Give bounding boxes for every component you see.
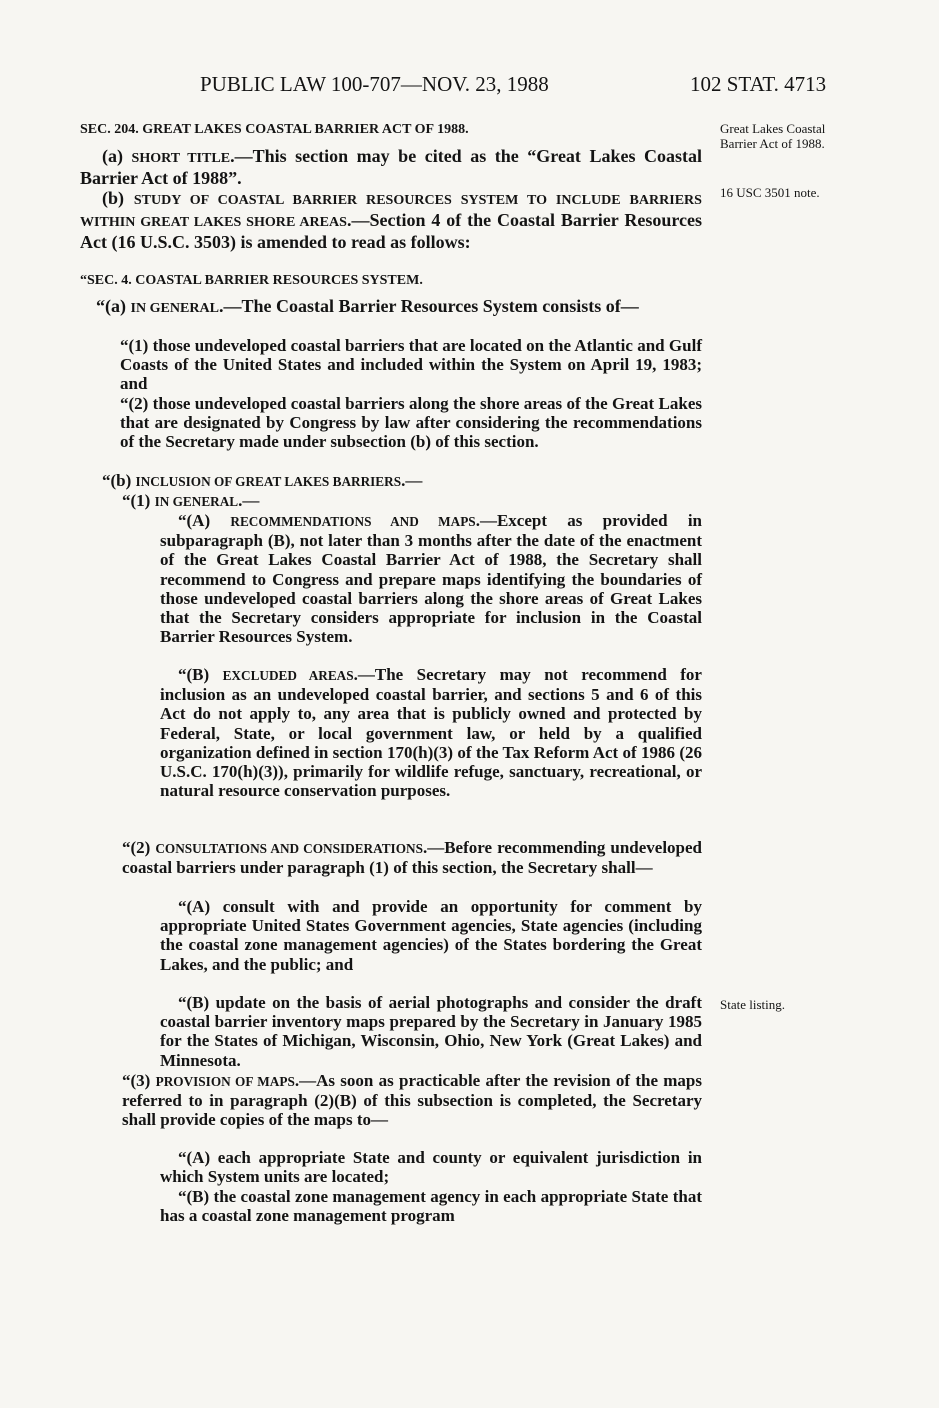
paragraph-b-study <box>80 188 702 252</box>
para-b-caps-heading: STUDY OF COASTAL BARRIER RESOURCES SYSTEM TO INCLUDE BARRIERS WITHIN GREAT LAKES SHORE AREAS <box>80 192 702 230</box>
sec4-a-1: “(1) those undeveloped coastal barriers that are located on the Atlantic and Gulf Coasts of the United States and included within the System on April 19, 1983; and <box>120 336 702 394</box>
sec4-b-lead: “(b) <box>102 471 136 490</box>
margin-note-usc: 16 USC 3501 note. <box>720 185 820 200</box>
sec4-a-2: “(2) those undeveloped coastal barriers along the shore areas of the Great Lakes that are designated by Congress by law after considering the recommendations of the Secretary made under subsection (b) of this section. <box>120 394 702 452</box>
sec4-a-caps-heading: IN GENERAL <box>130 300 219 316</box>
sec4-b-1-heading <box>122 491 702 511</box>
b1B-text: .—The Secretary may not recommend for inclusion as an undeveloped coastal barrier, and sections 5 and 6 of this Act do not apply to, any area that is publicly owned and protected by Federal, State, or local government law, or held by a qualified organization defined in section 170(h)(3) of the Tax Reform Act of 1986 (26 U.S.C. 170(h)(3)), primarily for wildlife refuge, sanctuary, recreational, or natural resource conservation purposes. <box>160 665 702 801</box>
page-header-stat: 102 STAT. 4713 <box>690 72 827 96</box>
sec4-b-1-B <box>160 665 702 800</box>
sec4-b-caps-heading: INCLUSION OF GREAT LAKES BARRIERS <box>135 474 402 489</box>
page-header-title: PUBLIC LAW 100-707—NOV. 23, 1988 <box>200 72 549 96</box>
b2-text: .—Before recommending undeveloped coastal barriers under paragraph (1) of this section, the Secretary shall— <box>122 838 703 878</box>
b1A-text: .—Except as provided in subparagraph (B), not later than 3 months after the date of the enactment of the Great Lakes Coastal Barrier Act of 1988, the Secretary shall recommend to Congress and prepare maps identifying the boundaries of those undeveloped coastal barriers along the shore areas of Great Lakes that the Secretary considers appropriate for inclusion in the Coastal Barrier Resources System. <box>160 511 702 647</box>
b2-lead: “(2) <box>122 838 156 857</box>
para-a-text: .—This section may be cited as the “Great Lakes Coastal Barrier Act of 1988”. <box>80 146 702 188</box>
b1-caps-heading: IN GENERAL <box>154 494 239 509</box>
b3-caps-heading: PROVISION OF MAPS <box>155 1074 295 1089</box>
b1A-lead: “(A) <box>178 511 231 530</box>
sec4-a-lead: “(a) <box>96 296 131 316</box>
sec4-b-heading <box>102 471 702 491</box>
b3-lead: “(3) <box>122 1071 156 1090</box>
margin-note-state-listing: State listing. <box>720 997 785 1012</box>
sec4-b-3-A: “(A) each appropriate State and county or equivalent jurisdiction in which System units are located; <box>160 1148 702 1187</box>
para-a-caps-heading: SHORT TITLE <box>131 150 231 166</box>
sec4-b-1-A <box>160 511 702 646</box>
sec4-heading: “SEC. 4. COASTAL BARRIER RESOURCES SYSTEM. <box>80 273 423 288</box>
sec4-b-2-A: “(A) consult with and provide an opportunity for comment by appropriate United States Government agencies, State agencies (including the coastal zone management agencies) of the States bordering the Great Lakes, and the public; and <box>160 897 702 974</box>
sec4-a-text: .—The Coastal Barrier Resources System consists of— <box>219 296 639 316</box>
b1A-caps-heading: RECOMMENDATIONS AND MAPS <box>230 514 476 529</box>
sec4-a-in-general <box>80 296 702 318</box>
sec4-b-2-B: “(B) update on the basis of aerial photographs and consider the draft coastal barrier inventory maps prepared by the Secretary in January 1985 for the States of Michigan, Wisconsin, Ohio, New York (Great Lakes) and Minnesota. <box>160 993 702 1070</box>
b1B-lead: “(B) <box>178 665 223 684</box>
para-b-text: .—Section 4 of the Coastal Barrier Resources Act (16 U.S.C. 3503) is amended to read as follows: <box>80 210 702 252</box>
sec4-b-2 <box>122 838 702 877</box>
paragraph-a-short-title <box>80 146 702 188</box>
b1-lead: “(1) <box>122 491 155 510</box>
sec4-b-3-B: “(B) the coastal zone management agency in each appropriate State that has a coastal zone management program <box>160 1187 702 1226</box>
section-heading: SEC. 204. GREAT LAKES COASTAL BARRIER ACT OF 1988. <box>80 122 469 137</box>
para-b-lead: (b) <box>102 188 134 208</box>
margin-note-short-title: Great Lakes Coastal Barrier Act of 1988. <box>720 121 826 151</box>
b1-text: .— <box>238 491 260 510</box>
b1B-caps-heading: EXCLUDED AREAS <box>222 668 354 683</box>
sec4-b-text: .— <box>401 471 423 490</box>
b2-caps-heading: CONSULTATIONS AND CONSIDERATIONS <box>155 841 423 856</box>
sec4-b-3 <box>122 1071 702 1130</box>
para-a-lead: (a) <box>102 146 132 166</box>
b3-text: .—As soon as practicable after the revision of the maps referred to in paragraph (2)(B) of this subsection is completed, the Secretary shall provide copies of the maps to— <box>122 1071 702 1130</box>
